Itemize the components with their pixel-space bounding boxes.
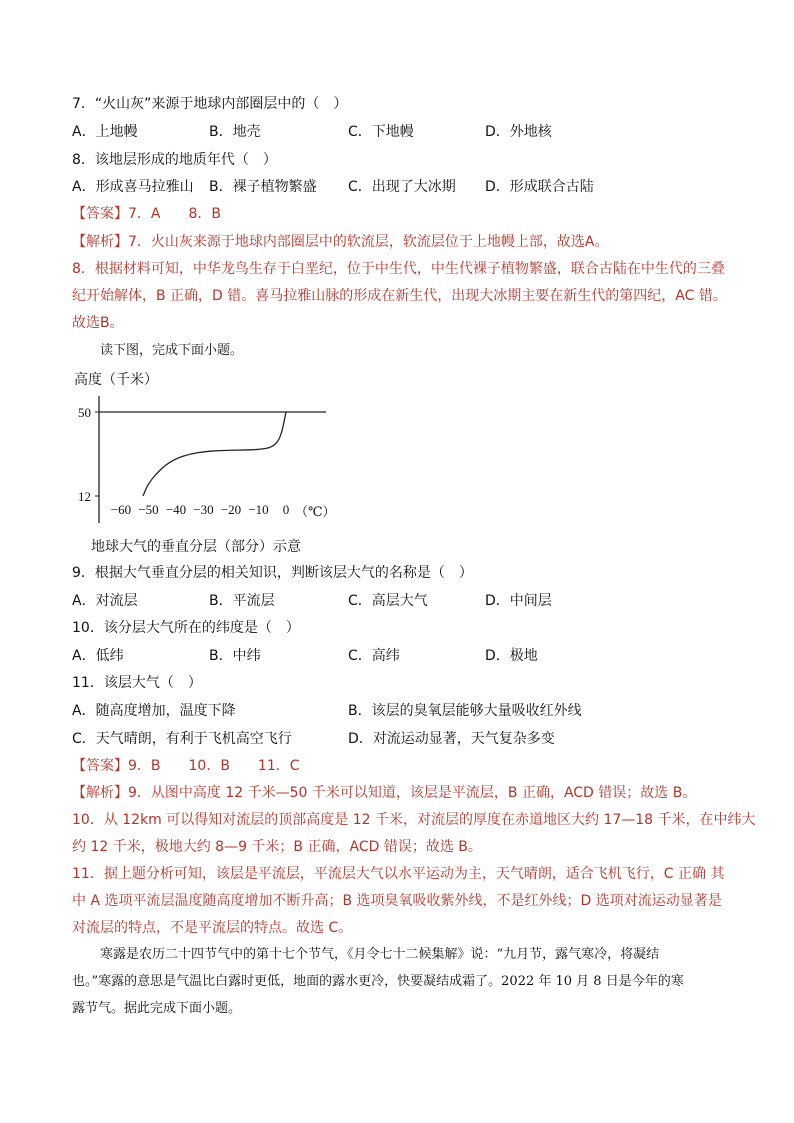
option-b: B．中纬: [209, 648, 261, 664]
read-prompt: 读下图，完成下面小题。: [100, 343, 244, 358]
analysis-text: 7．火山灰来源于地球内部圈层中的软流层，软流层位于上地幔上部，故选A。: [128, 234, 609, 250]
analysis-1-line-1: [72, 232, 608, 252]
option-a: A．对流层: [72, 593, 138, 609]
y-tick-label-50: 50: [78, 405, 91, 420]
option-a: A．形成喜马拉雅山: [72, 179, 194, 195]
x-tick-label: −60: [110, 502, 132, 517]
analysis-1-line-3: 纪开始解体，B 正确，D 错。喜马拉雅山脉的形成在新生代，出现大冰期主要在新生代的第四纪，AC 错。: [72, 288, 727, 304]
question-8-options: [72, 177, 732, 197]
x-tick-label: −20: [220, 502, 242, 517]
question-11-stem: 11．该层大气（ ）: [72, 675, 202, 691]
question-11-options-row-2: [72, 729, 732, 749]
analysis-text: 9．从图中高度 12 千米—50 千米可以知道，该层是平流层，B 正确，ACD 错误；故选 B。: [128, 785, 697, 801]
option-b: B．该层的臭氧层能够大量吸收红外线: [348, 703, 582, 719]
x-tick-label: −30: [193, 502, 214, 517]
question-8-stem: 8．该地层形成的地质年代（ ）: [72, 152, 277, 168]
chart-title: 地球大气的垂直分层（部分）示意: [91, 539, 301, 555]
answer-label: 【答案】: [72, 206, 128, 222]
question-7-options: [72, 122, 732, 142]
option-c: C．天气晴朗，有利于飞机高空飞行: [72, 731, 292, 747]
analysis-1-line-4: 故选B。: [72, 315, 124, 331]
question-7-stem: 7．“火山灰”来源于地球内部圈层中的（ ）: [72, 96, 348, 112]
option-d: D．极地: [485, 648, 538, 664]
option-b: B．地壳: [209, 124, 261, 140]
option-d: D．中间层: [485, 593, 552, 609]
x-tick-labels: [111, 502, 289, 517]
question-9-stem: 9．根据大气垂直分层的相关知识，判断该层大气的名称是（ ）: [72, 565, 473, 581]
x-tick-label: −50: [138, 502, 159, 517]
answer-block-1: [72, 204, 221, 224]
analysis-1-line-2: 8．根据材料可知，中华龙鸟生存于白垩纪，位于中生代，中生代裸子植物繁盛，联合古陆在中生代的三叠: [72, 261, 725, 277]
option-b: B．裸子植物繁盛: [209, 179, 317, 195]
option-a: A．上地幔: [72, 124, 138, 140]
option-a: A．低纬: [72, 648, 124, 664]
chart-xlabel: （℃）: [295, 504, 336, 519]
answer-text: 7．A 8．B: [128, 206, 221, 222]
answer-text: 9．B 10．B 11．C: [128, 758, 300, 774]
answer-block-2: [72, 756, 300, 776]
option-c: C．下地幔: [348, 124, 414, 140]
option-d: D．对流运动显著，天气复杂多变: [348, 731, 555, 747]
option-c: C．高纬: [348, 648, 400, 664]
analysis-2-line-5: 中 A 选项平流层温度随高度增加不断升高；B 选项臭氧吸收紫外线，不是红外线；D 选项对流运动显著是: [72, 893, 722, 909]
question-9-options: [72, 591, 732, 611]
analysis-2-line-6: 对流层的特点，不是平流层的特点。故选 C。: [72, 920, 353, 936]
answer-label: 【答案】: [72, 758, 128, 774]
option-b: B．平流层: [209, 593, 275, 609]
option-c: C．高层大气: [348, 593, 428, 609]
option-d: D．形成联合古陆: [485, 179, 594, 195]
analysis-2-line-3: 约 12 千米，极地大约 8—9 千米；B 正确，ACD 错误；故选 B。: [72, 839, 482, 855]
intro-line-2: 也。”寒露的意思是气温比白露时更低，地面的露水更冷，快要凝结成霜了。2022 年 10 月 8 日是今年的寒: [72, 974, 684, 989]
atmosphere-chart: [66, 366, 366, 538]
intro-line-3: 露节气。据此完成下面小题。: [72, 1001, 242, 1016]
question-10-stem: 10．该分层大气所在的纬度是（ ）: [72, 620, 300, 636]
analysis-2-line-1: [72, 783, 696, 803]
analysis-2-line-4: 11．据上题分析可知，该层是平流层，平流层大气以水平运动为主，天气晴朗，适合飞机飞行，C 正确 其: [72, 866, 725, 882]
intro-line-1: 寒露是农历二十四节气中的第十七个节气，《月令七十二候集解》说：“九月节，露气寒冷，将凝结: [100, 947, 660, 962]
analysis-2-line-2: 10．从 12km 可以得知对流层的顶部高度是 12 千米，对流层的厚度在赤道地区大约 17—18 千米，在中纬大: [72, 812, 756, 828]
analysis-label: 【解析】: [72, 234, 128, 250]
x-tick-label: 0: [282, 502, 290, 517]
question-10-options: [72, 646, 732, 666]
question-11-options-row-1: [72, 701, 732, 721]
x-tick-label: −10: [248, 502, 269, 517]
chart-ylabel: 高度（千米）: [74, 373, 158, 388]
temperature-curve: [143, 412, 286, 496]
analysis-label: 【解析】: [72, 785, 128, 801]
option-c: C．出现了大冰期: [348, 179, 456, 195]
x-tick-label: −40: [165, 502, 187, 517]
option-d: D．外地核: [485, 124, 552, 140]
y-tick-label-12: 12: [78, 489, 91, 504]
option-a: A．随高度增加，温度下降: [72, 703, 236, 719]
